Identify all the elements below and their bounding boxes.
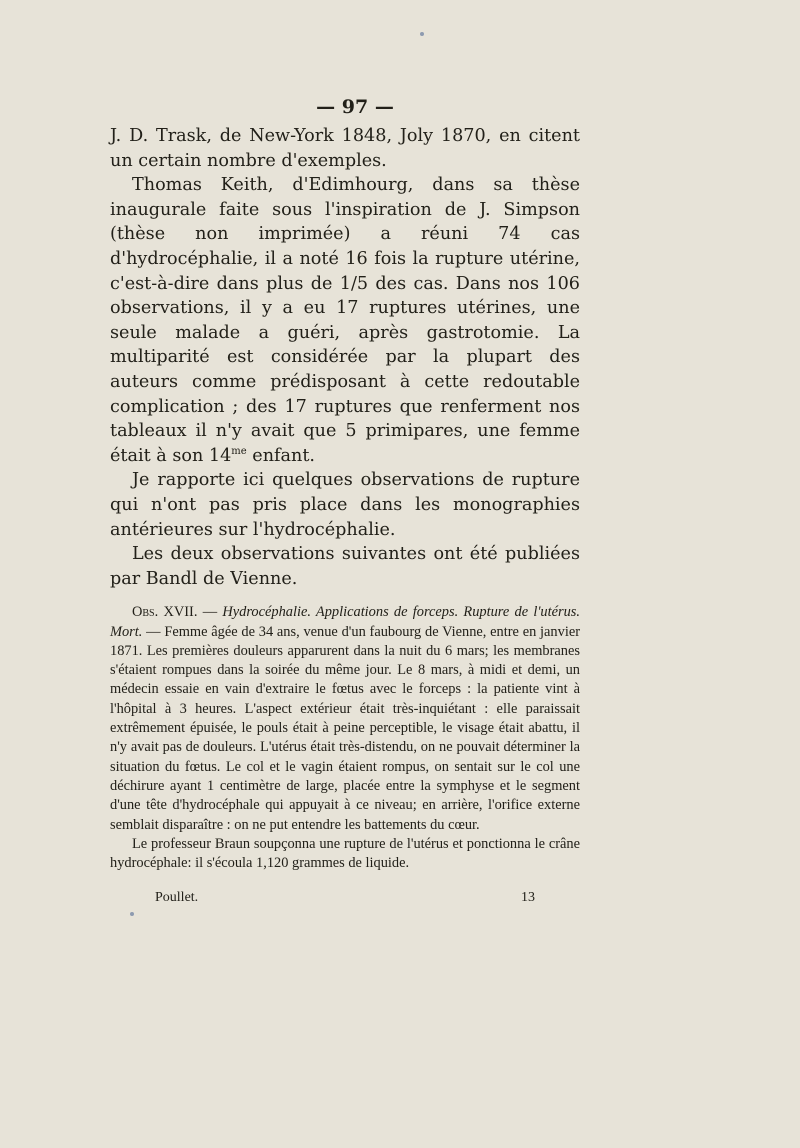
footer-author: Poullet. [155,890,199,905]
observation-paragraph [110,603,580,835]
page-number: — 97 — [316,96,394,118]
observation-block [110,603,580,873]
paragraph-bandl: Les deux observations suivantes ont été publiées par Bandl de Vienne. [110,544,580,589]
observation-label: Obs. XVII. [132,604,198,621]
footer-signature: 13 [521,890,535,905]
paragraph-keith-end: enfant. [246,445,316,466]
observation-title: Hydrocéphalie. Applications de forceps. Rupture de l'utérus. Mort. [110,604,580,640]
observation-text: — Femme âgée de 34 ans, venue d'un faubourg de Vienne, entre en janvier 1871. Les premières douleurs apparurent dans la nuit du 6 mars; les membranes s'étaient rompues dans la soirée du même jour. Le 8 mars, à midi et demi, un médecin essaie en vain d'extraire le fœtus avec le forceps : la patiente vint à l'hôpital à 3 heures. L'aspect extérieur était très-inquiétant : elle paraissait extrêmement épuisée, le pouls était à peine perceptible, le visage était abattu, il n'y avait pas de douleurs. L'utérus était très-distendu, on ne pouvait déterminer la situation du fœtus. Le col et le vagin étaient rompus, on sentait sur le col une déchirure ayant 1 centimètre de large, placée entre la symphyse et le segment d'une tête d'hydrocéphale qui appuyait à ce niveau; en arrière, l'orifice externe semblait disparaître : on ne put entendre les battements du cœur. [110,623,580,833]
paragraph-trask: J. D. Trask, de New-York 1848, Joly 1870, en citent un certain nombre d'exemples. [110,126,580,171]
speck-mark [130,912,134,916]
paragraph-keith-text: Thomas Keith, d'Edimhourg, dans sa thèse inaugurale faite sous l'inspiration de J. Simpson (thèse non imprimée) a réuni 74 cas d'hydrocéphalie, il a noté 16 fois la rupture utérine, c'est-à-dire dans plus de 1/5 des cas. Dans nos 106 observations, il y a eu 17 ruptures utérines, une seule malade a guéri, après gastrotomie. La multiparité est considérée par la plupart des auteurs comme prédisposant à cette redoutable complication ; des 17 ruptures que renferment nos tableaux il n'y avait que 5 primipares, une femme était à son 14 [110,175,580,466]
paragraph-observations-intro: Je rapporte ici quelques observations de rupture qui n'ont pas pris place dans les monographies antérieures sur l'hydrocéphalie. [110,470,580,540]
text-block [110,96,580,873]
speck-mark [420,32,424,36]
ordinal-superscript: me [231,445,247,457]
page-footer [155,890,535,906]
paragraph-keith [110,173,580,468]
observation-dash: — [197,604,223,621]
observation-paragraph-2: Le professeur Braun soupçonna une rupture de l'utérus et ponctionna le crâne hydrocéphale: il s'écoula 1,120 grammes de liquide. [110,835,580,872]
